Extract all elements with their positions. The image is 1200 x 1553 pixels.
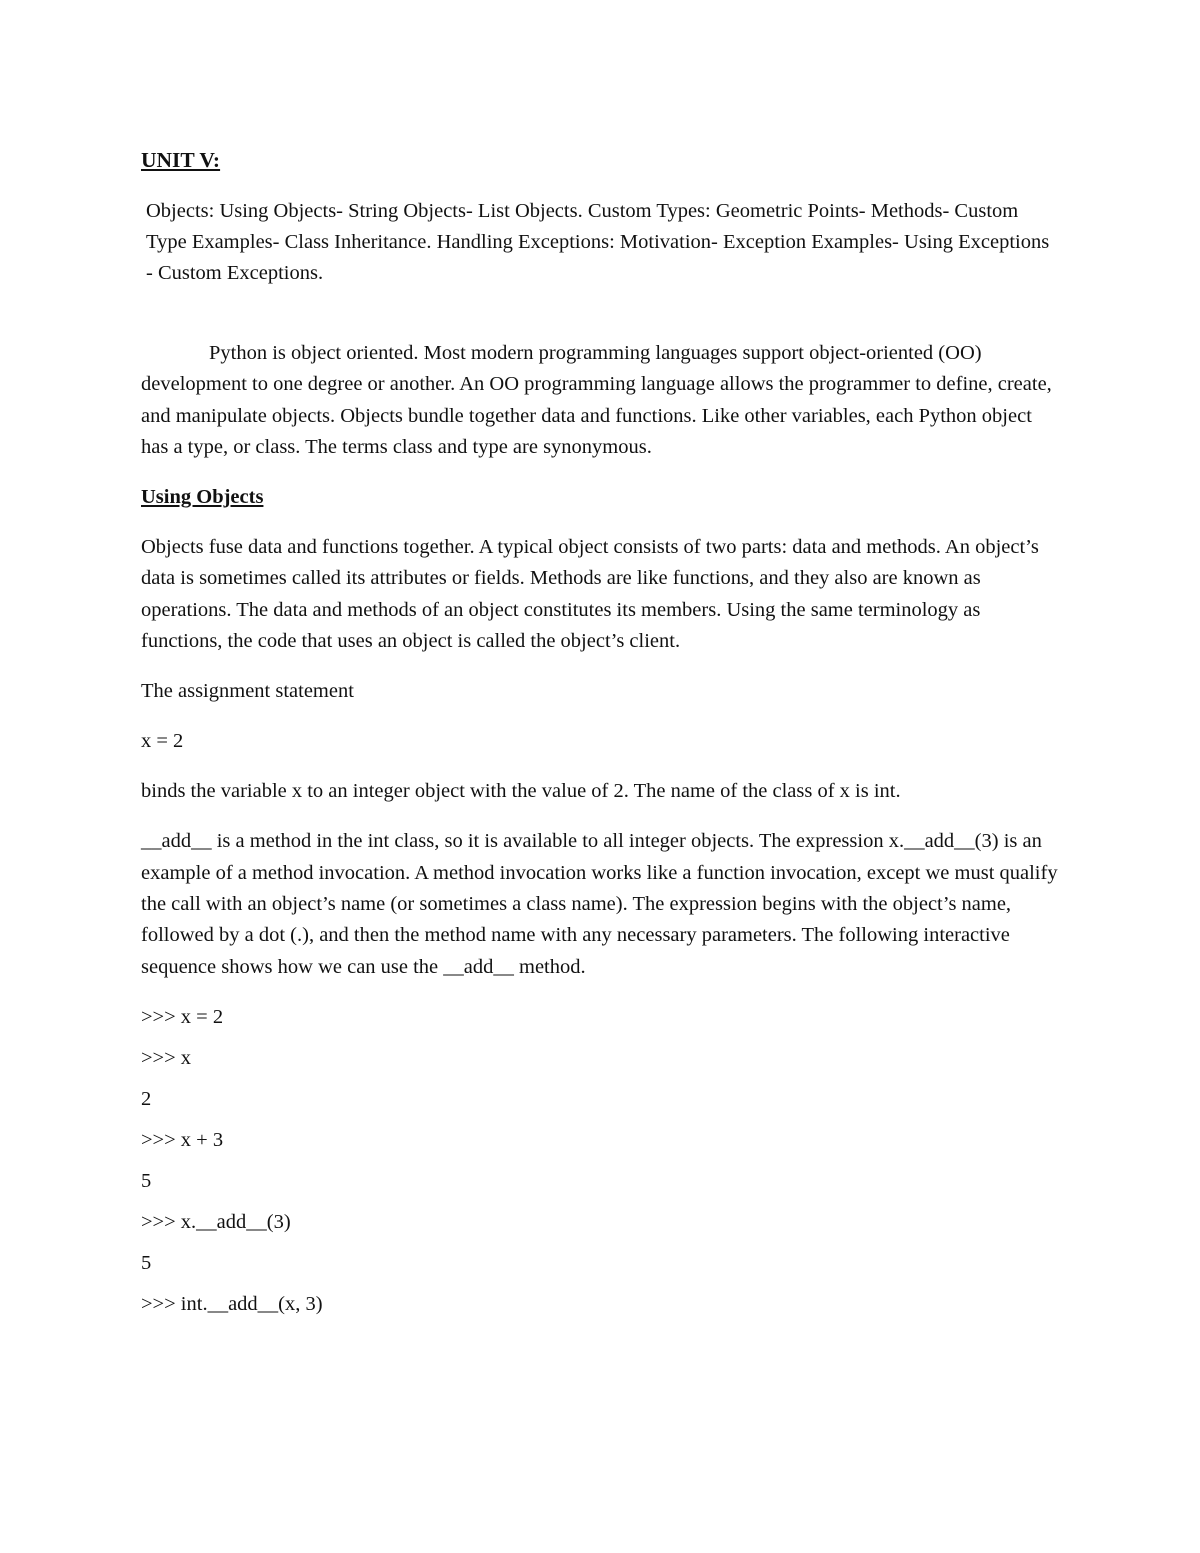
interactive-line: >>> x + 3	[141, 1128, 224, 1151]
interactive-line: >>> x.__add__(3)	[141, 1210, 291, 1233]
interactive-line: >>> x = 2	[141, 1005, 224, 1028]
document-content	[141, 140, 1061, 1320]
interactive-line: >>> x	[141, 1046, 192, 1069]
unit-title: UNIT V:	[141, 148, 221, 172]
assignment-code: x = 2	[141, 730, 184, 753]
interactive-line: 5	[141, 1251, 152, 1274]
interactive-line: >>> int.__add__(x, 3)	[141, 1292, 323, 1315]
interactive-line: 5	[141, 1169, 152, 1192]
add-method-paragraph: __add__ is a method in the int class, so it is available to all integer objects. The expression x.__add__(3) is an example of a method invocation. A method invocation works like a function invocation, except we must qualify the call with an object’s name (or sometimes a class name). The expression begins with the object’s name, followed by a dot (.), and then the method name with any necessary parameters. The following interactive sequence shows how we can use the __add__ method.	[141, 830, 1058, 978]
section-heading-using-objects: Using Objects	[141, 486, 264, 509]
objects-paragraph: Objects fuse data and functions together. A typical object consists of two parts: data and methods. An object’s data is sometimes called its attributes or fields. Methods are like functions, and they also are known as operations. The data and methods of an object constitutes its members. Using the same terminology as functions, the code that uses an object is called the object’s client.	[141, 536, 1039, 653]
assignment-intro: The assignment statement	[141, 680, 354, 703]
binds-paragraph: binds the variable x to an integer object with the value of 2. The name of the class of x is int.	[141, 780, 901, 803]
interactive-line: 2	[141, 1087, 152, 1110]
intro-paragraph: Python is object oriented. Most modern programming languages support object-oriented (OO) development to one degree or another. An OO programming language allows the programmer to define, create, and manipulate objects. Objects bundle together data and functions. Like other variables, each Python object has a type, or class. The terms class and type are synonymous.	[141, 342, 1052, 458]
syllabus-paragraph: Objects: Using Objects- String Objects- List Objects. Custom Types: Geometric Points- Methods- Custom Type Examples- Class Inheritance. Handling Exceptions: Motivation- Exception Examples- Using Exceptions - Custom Exceptions.	[146, 200, 1050, 284]
